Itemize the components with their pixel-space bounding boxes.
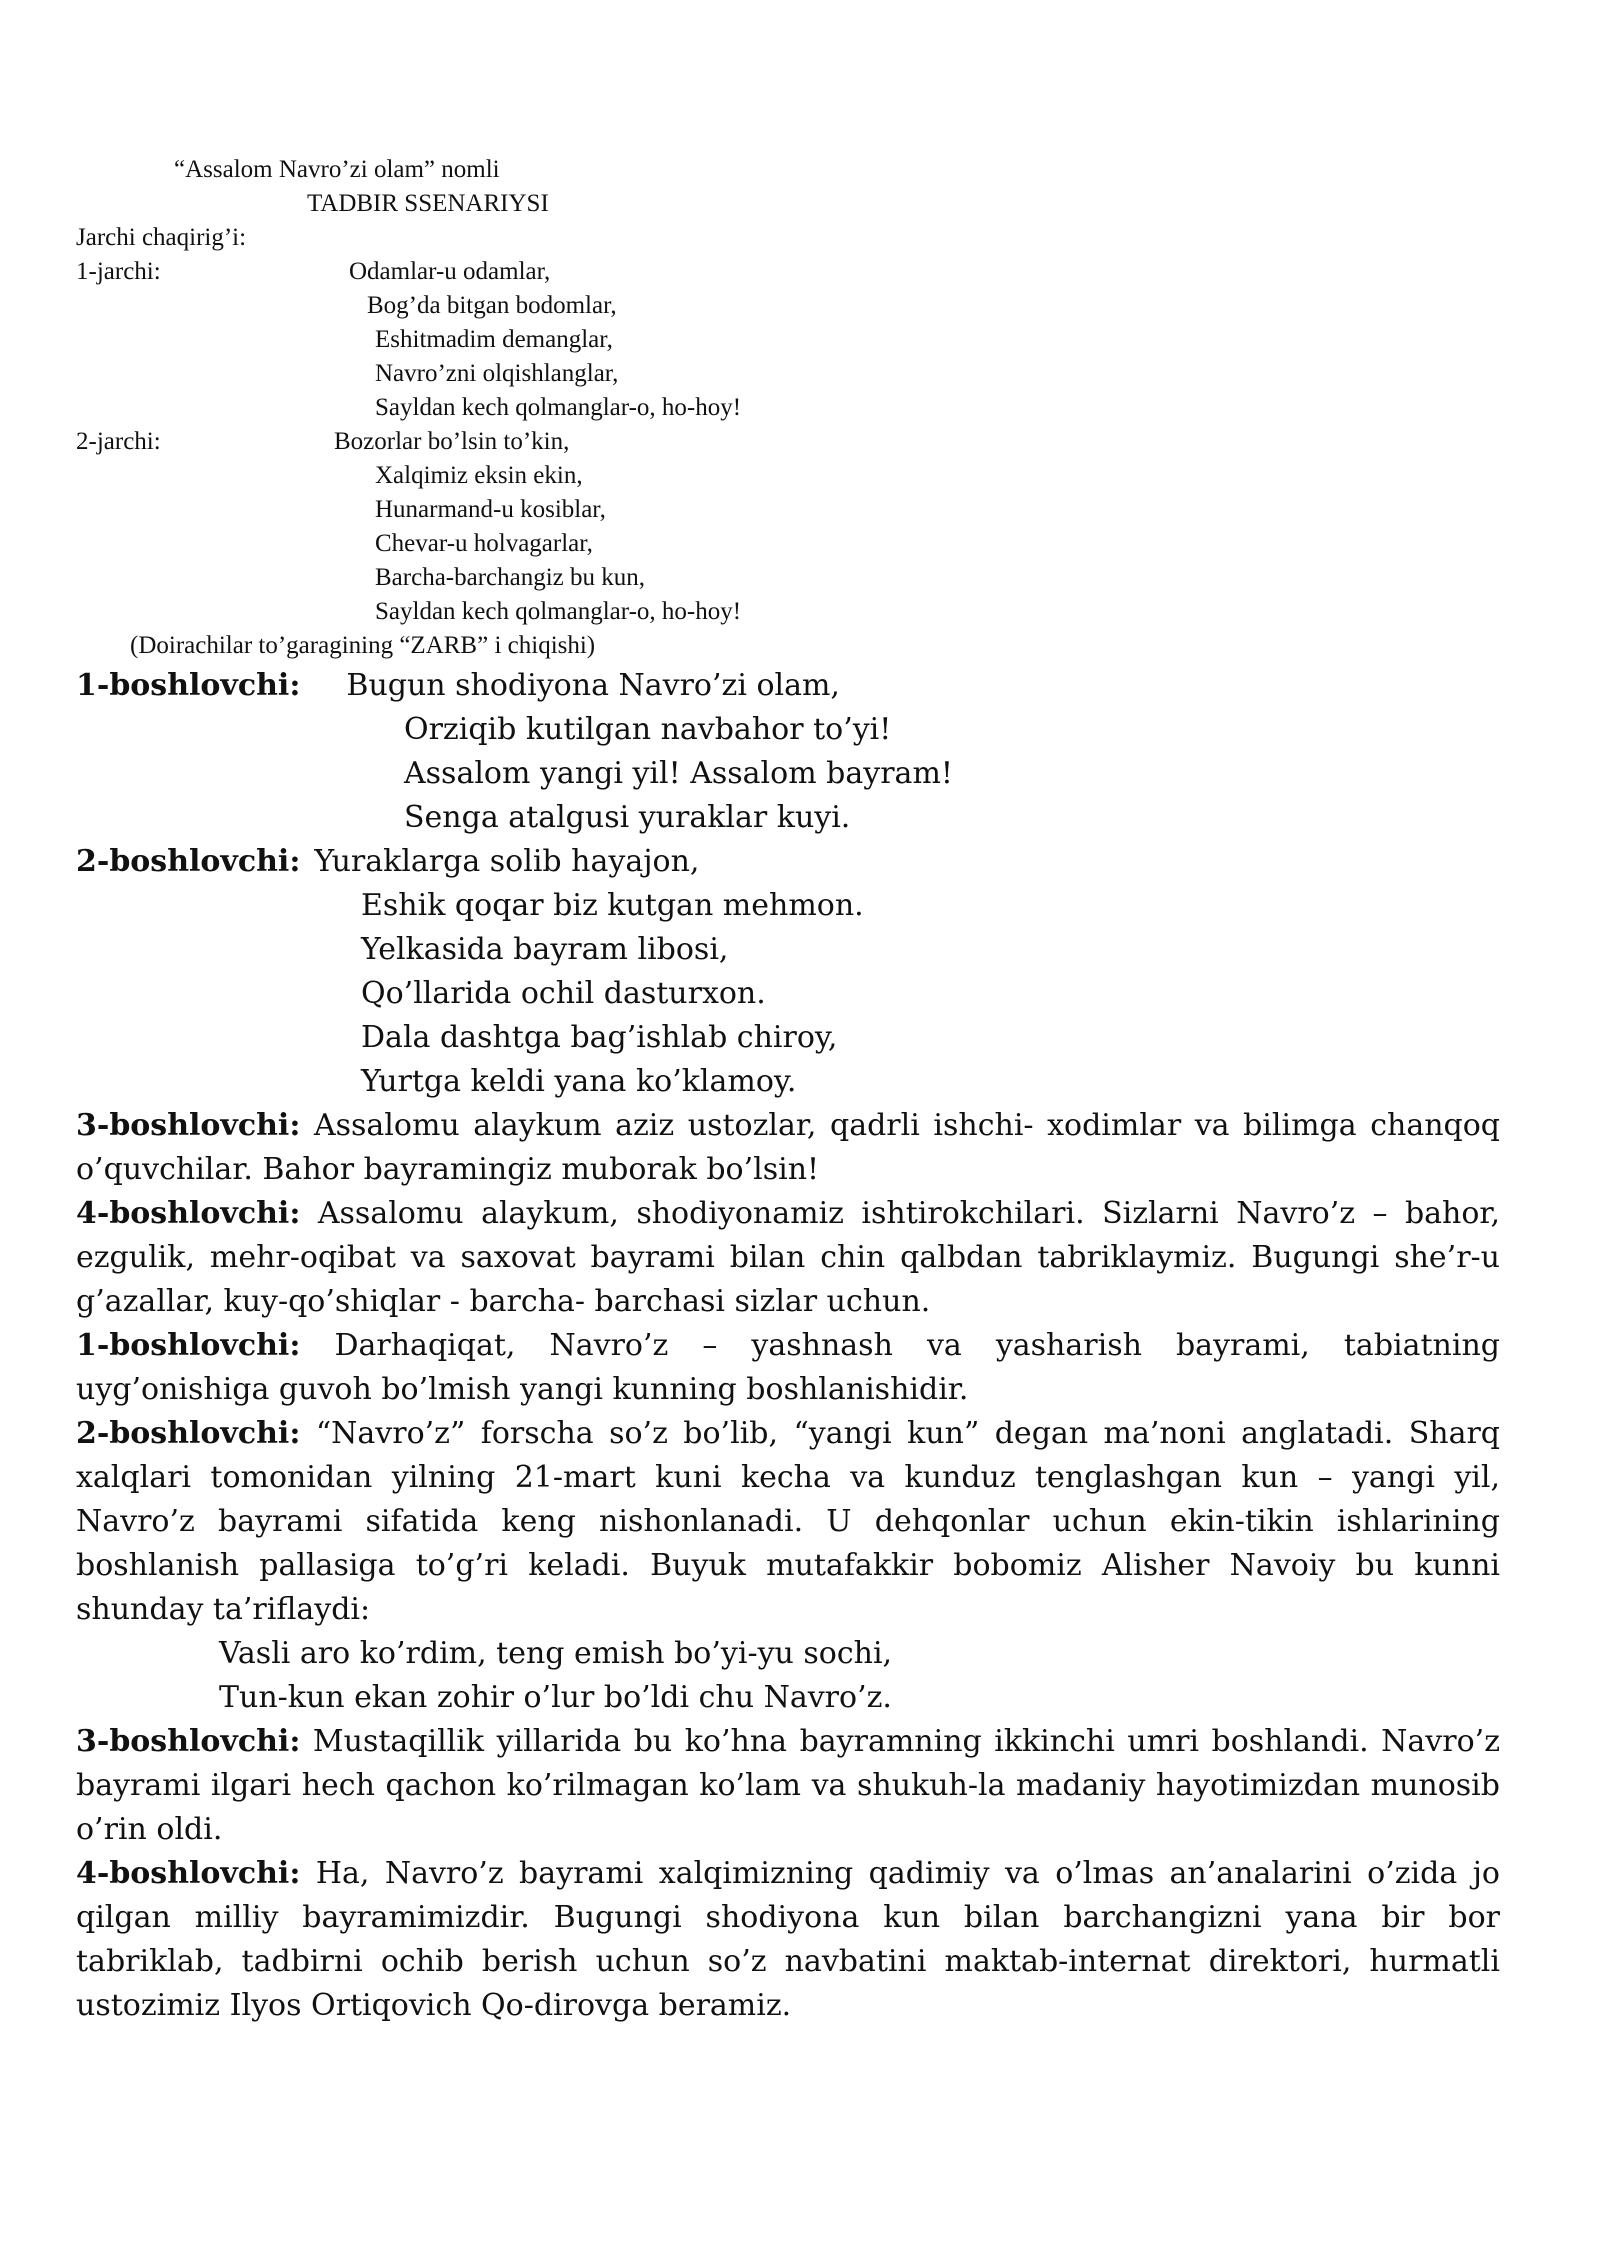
jarchi-2-line: Chevar-u holvagarlar, — [375, 530, 593, 557]
host-1-poem-line: Orziqib kutilgan navbahor to’yi! — [404, 712, 892, 747]
jarchi-heading: Jarchi chaqirig’i: — [76, 224, 247, 251]
paragraph-host-4-b: 4-boshlovchi: Ha, Navro’z bayrami xalqimizning qadimiy va o’lmas an’analarini o’zida jo qilgan milliy bayramimizdir. Bugungi shodiyona kun bilan barchangizni yana bir bor tabriklab, tadbirni ochib berish uchun so’z navbatini maktab-internat direktori, hurmatli ustozimiz Ilyos Ortiqovich Qo-dirovga beramiz. — [76, 1856, 1500, 2023]
jarchi-2-line: Bozorlar bo’lsin to’kin, — [334, 428, 570, 455]
host-1-poem-line: 1-boshlovchi: Bugun shodiyona Navro’zi olam, — [76, 668, 840, 703]
paragraph-host-4: 4-boshlovchi: Assalomu alaykum, shodiyonamiz ishtirokchilari. Sizlarni Navro’z – bahor, ezgulik, mehr-oqibat va saxovat bayrami bilan chin qalbdan tabriklaymiz. Bugungi she’r-u g’azallar, kuy-qo’shiqlar - barcha- barchasi sizlar uchun. — [76, 1196, 1500, 1319]
speaker-label: 3-boshlovchi: — [76, 1724, 301, 1759]
host-2-poem-line: Eshik qoqar biz kutgan mehmon. — [361, 888, 864, 923]
jarchi-2-speaker: 2-jarchi: — [76, 428, 161, 455]
jarchi-2-line: Barcha-barchangiz bu kun, — [375, 564, 646, 591]
stage-direction: (Doirachilar to’garagining “ZARB” i chiqishi) — [130, 632, 596, 659]
quote-line: Vasli aro ko’rdim, teng emish bo’yi-yu sochi, — [219, 1636, 893, 1671]
paragraph-host-3: 3-boshlovchi: Assalomu alaykum aziz ustozlar, qadrli ishchi- xodimlar va bilimga chanqoq o’quvchilar. Bahor bayramingiz muborak bo’lsin! — [76, 1108, 1500, 1187]
jarchi-1-line: Eshitmadim demanglar, — [375, 326, 613, 353]
title-line-2: TADBIR SSENARIYSI — [307, 190, 549, 217]
script-body — [76, 664, 1500, 2028]
host-2-poem-line: Yelkasida bayram libosi, — [361, 932, 729, 967]
host-1-speaker: 1-boshlovchi: — [76, 668, 301, 703]
jarchi-1-line: Bog’da bitgan bodomlar, — [367, 292, 617, 319]
paragraph-host-3-b: 3-boshlovchi: Mustaqillik yillarida bu ko’hna bayramning ikkinchi umri boshlandi. Navro’z bayrami ilgari hech qachon ko’rilmagan ko’lam va shukuh-la madaniy hayotimizdan munosib o’rin oldi. — [76, 1724, 1500, 1847]
jarchi-2-line: Xalqimiz eksin ekin, — [375, 462, 583, 489]
title-line-1: “Assalom Navro’zi olam” nomli — [174, 156, 500, 183]
jarchi-1-line: Sayldan kech qolmanglar-o, ho-hoy! — [375, 394, 742, 421]
quote-line: Tun-kun ekan zohir o’lur bo’ldi chu Navro’z. — [219, 1680, 892, 1715]
jarchi-2-line: Hunarmand-u kosiblar, — [375, 496, 606, 523]
host-2-speaker: 2-boshlovchi: — [76, 844, 301, 879]
speaker-label: 2-boshlovchi: — [76, 1416, 301, 1451]
speaker-label: 4-boshlovchi: — [76, 1196, 301, 1231]
paragraph-host-1: 1-boshlovchi: Darhaqiqat, Navro’z – yashnash va yasharish bayrami, tabiatning uyg’onishiga guvoh bo’lmish yangi kunning boshlanishidir. — [76, 1328, 1500, 1407]
jarchi-2-line: Sayldan kech qolmanglar-o, ho-hoy! — [375, 598, 742, 625]
jarchi-1-line: Navro’zni olqishlanglar, — [375, 360, 619, 387]
host-2-poem-line: Qo’llarida ochil dasturxon. — [361, 976, 766, 1011]
host-1-poem-line: Assalom yangi yil! Assalom bayram! — [404, 756, 953, 791]
host-1-poem-line: Senga atalgusi yuraklar kuyi. — [404, 800, 851, 835]
jarchi-1-speaker: 1-jarchi: — [76, 258, 161, 285]
speaker-label: 3-boshlovchi: — [76, 1108, 301, 1143]
speaker-label: 4-boshlovchi: — [76, 1856, 301, 1891]
host-2-poem-line: Yurtga keldi yana ko’klamoy. — [361, 1064, 797, 1099]
jarchi-1-line: Odamlar-u odamlar, — [349, 258, 551, 285]
host-2-poem-line: Dala dashtga bag’ishlab chiroy, — [361, 1020, 838, 1055]
host-2-poem-line: 2-boshlovchi: Yuraklarga solib hayajon, — [76, 844, 700, 879]
speaker-label: 1-boshlovchi: — [76, 1328, 301, 1363]
paragraph-host-2: 2-boshlovchi: “Navro’z” forscha so’z bo’lib, “yangi kun” degan ma’noni anglatadi. Sharq xalqlari tomonidan yilning 21-mart kuni kecha va kunduz tenglashgan kun – yangi yil, Navro’z bayrami sifatida keng nishonlanadi. U dehqonlar uchun ekin-tikin ishlarining boshlanish pallasiga to’g’ri keladi. Buyuk mutafakkir bobomiz Alisher Navoiy bu kunni shunday ta’riflaydi: — [76, 1416, 1500, 1627]
